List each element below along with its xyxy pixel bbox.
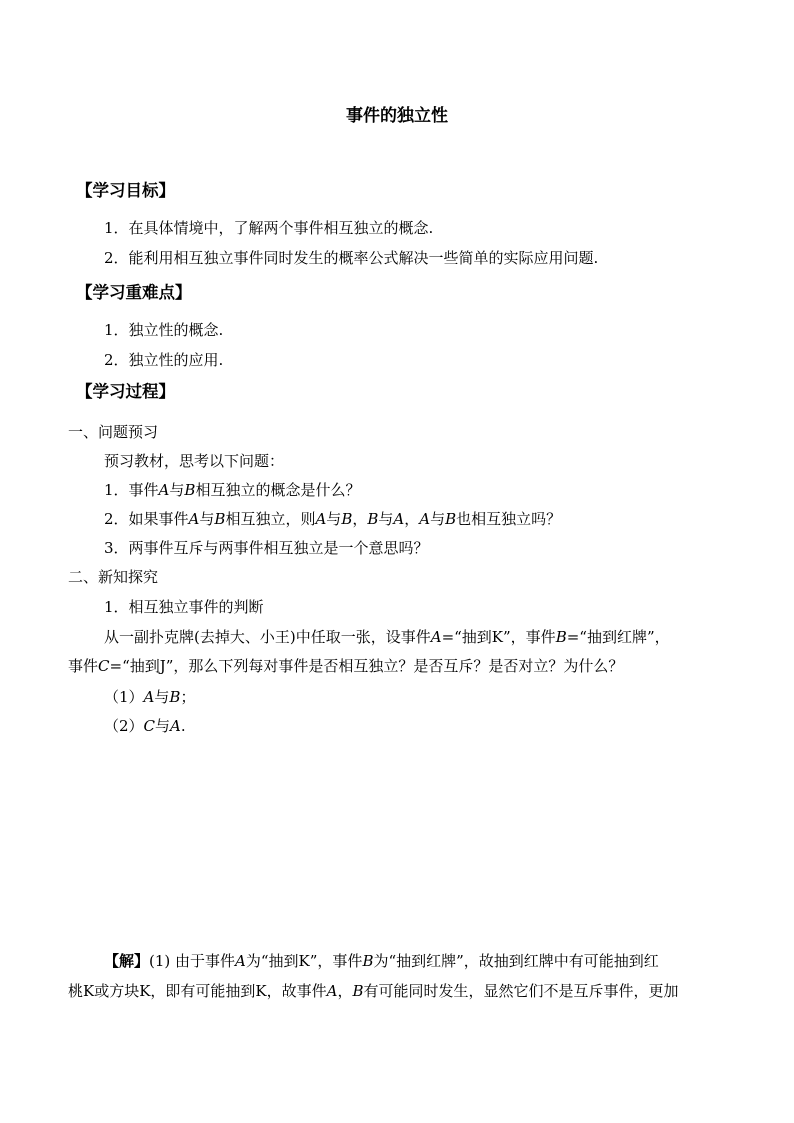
objective-item-1: 1．在具体情境中，了解两个事件相互独立的概念. [104, 219, 434, 237]
text-segment: 1．事件 [104, 481, 159, 499]
solution-line-1 [104, 951, 659, 971]
problem-line-2 [68, 656, 623, 676]
text-segment: ， [404, 510, 420, 528]
text-segment: ； [180, 688, 196, 706]
text-segment: 为“抽到K”，事件 [245, 952, 363, 970]
preview-question-2 [104, 509, 561, 529]
event-symbol: B [169, 688, 181, 706]
event-symbol: A [326, 982, 338, 1000]
solution-line-2 [68, 981, 679, 1001]
text-segment: 与 [199, 510, 215, 528]
preview-question-1 [104, 480, 360, 500]
event-symbol: B [367, 510, 379, 528]
event-symbol: B [352, 982, 364, 1000]
text-segment: 与 [154, 688, 170, 706]
event-symbol: A [188, 510, 200, 528]
sub-question-2 [104, 716, 186, 736]
text-segment: 与 [326, 510, 342, 528]
objective-item-2: 2．能利用相互独立事件同时发生的概率公式解决一些简单的实际应用问题. [104, 249, 599, 267]
process-heading: 【学习过程】 [76, 382, 175, 401]
text-segment: 从一副扑克牌(去掉大、小王)中任取一张，设事件 [104, 628, 431, 646]
text-segment: =“抽到红牌”， [566, 628, 670, 646]
text-segment: （2） [104, 717, 144, 735]
event-symbol: C [143, 717, 156, 735]
event-symbol: B [555, 628, 567, 646]
text-segment: 为“抽到红牌”，故抽到红牌中有可能抽到红 [373, 952, 659, 970]
text-segment: =“抽到K”，事件 [441, 628, 556, 646]
event-symbol: A [393, 510, 405, 528]
sub-question-1 [104, 687, 195, 707]
text-segment: 事件 [68, 657, 99, 675]
event-symbol: A [315, 510, 327, 528]
event-symbol: B [214, 510, 226, 528]
solution-label: 【解】 [104, 952, 150, 970]
key-points-heading: 【学习重难点】 [76, 283, 192, 302]
event-symbol: A [430, 628, 442, 646]
event-symbol: A [235, 952, 246, 970]
text-segment: =“抽到J”，那么下列每对事件是否相互独立？是否互斥？是否对立？为什么？ [109, 657, 624, 675]
objectives-heading: 【学习目标】 [76, 181, 175, 200]
section-heading-explore: 二、新知探究 [68, 568, 159, 586]
problem-line-1 [104, 627, 670, 647]
key-point-item-1: 1．独立性的概念. [104, 321, 224, 339]
event-symbol: A [170, 717, 181, 735]
event-symbol: B [445, 510, 457, 528]
subsection-heading-1: 1．相互独立事件的判断 [104, 598, 264, 616]
text-segment: ， [337, 982, 353, 1000]
text-segment: (1) 由于事件 [149, 952, 236, 970]
text-segment: 也相互独立吗？ [456, 510, 562, 528]
event-symbol: C [98, 657, 110, 675]
event-symbol: A [419, 510, 431, 528]
key-point-item-2: 2．独立性的应用. [104, 351, 224, 369]
preview-intro: 预习教材，思考以下问题： [104, 452, 285, 470]
text-segment: （1） [104, 688, 144, 706]
text-segment: 与 [155, 717, 171, 735]
preview-question-3: 3．两事件互斥与两事件相互独立是一个意思吗？ [104, 539, 429, 557]
text-segment: ， [352, 510, 368, 528]
text-segment: . [180, 717, 186, 735]
event-symbol: A [143, 688, 155, 706]
event-symbol: B [341, 510, 353, 528]
text-segment: 与 [430, 510, 446, 528]
text-segment: 与 [169, 481, 185, 499]
text-segment: 与 [378, 510, 394, 528]
event-symbol: B [184, 481, 196, 499]
text-segment: 2．如果事件 [104, 510, 189, 528]
text-segment: 桃K或方块K，即有可能抽到K，故事件 [68, 982, 327, 1000]
section-heading-preview: 一、问题预习 [68, 423, 159, 441]
event-symbol: B [362, 952, 374, 970]
text-segment: 相互独立的概念是什么？ [195, 481, 361, 499]
text-segment: 有可能同时发生，显然它们不是互斥事件，更加 [363, 982, 679, 1000]
page-title: 事件的独立性 [346, 106, 448, 126]
text-segment: 相互独立，则 [225, 510, 316, 528]
event-symbol: A [158, 481, 170, 499]
